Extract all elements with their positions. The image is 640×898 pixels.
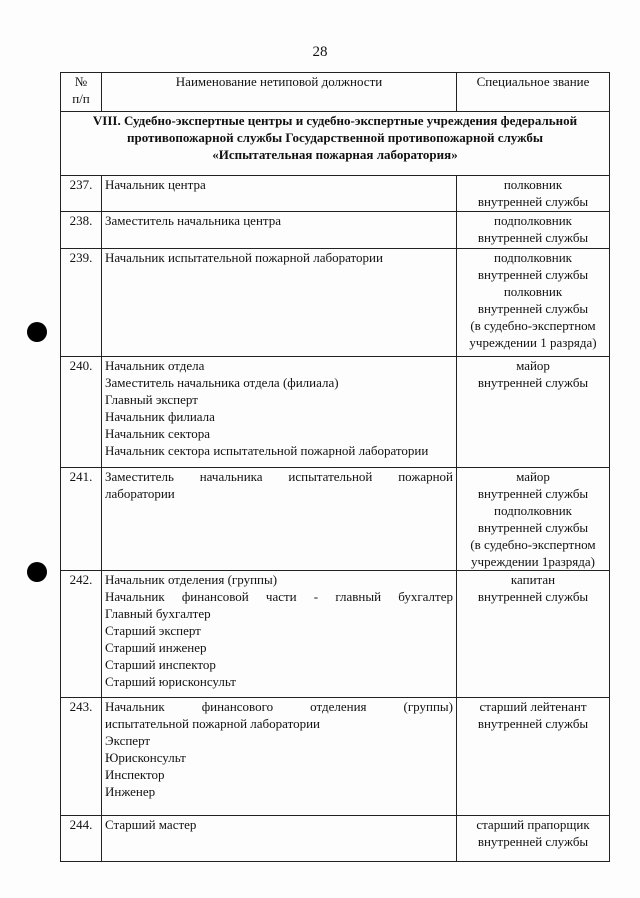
table-row (61, 571, 610, 698)
rank-cell: майор внутренней службы (457, 357, 610, 468)
table-row (61, 249, 610, 357)
table-row (61, 176, 610, 212)
position-cell: Начальник отделения (группы) Начальник финансовой части - главный бухгалтер Главный бухгалтер Старший эксперт Старший инженер Старший инспектор Старший юрисконсульт (102, 571, 457, 698)
punch-hole-upper (27, 322, 47, 342)
table-header-row (61, 73, 610, 112)
header-num: № п/п (61, 73, 102, 112)
rank-cell: старший прапорщик внутренней службы (457, 816, 610, 862)
position-cell: Начальник финансового отделения (группы) испытательной пожарной лаборатории Эксперт Юрисконсульт Инспектор Инженер (102, 698, 457, 816)
table-row (61, 468, 610, 571)
rank-cell: майор внутренней службы подполковник внутренней службы (в судебно-экспертном учреждении 1разряда) (457, 468, 610, 571)
rank-cell: подполковник внутренней службы полковник внутренней службы (в судебно-экспертном учреждении 1 разряда) (457, 249, 610, 357)
punch-hole-lower (27, 562, 47, 582)
section-heading: VIII. Судебно-экспертные центры и судебно-экспертные учреждения федеральной противопожарной службы Государственной противопожарной службы «Испытательная пожарная лаборатория» (61, 112, 610, 176)
row-number: 240. (61, 357, 102, 468)
position-cell: Начальник центра (102, 176, 457, 212)
rank-cell: полковник внутренней службы (457, 176, 610, 212)
row-number: 238. (61, 212, 102, 249)
page-number: 28 (312, 44, 328, 60)
table-row (61, 816, 610, 862)
section-heading-row (61, 112, 610, 176)
row-number: 237. (61, 176, 102, 212)
rank-cell: старший лейтенант внутренней службы (457, 698, 610, 816)
position-cell: Старший мастер (102, 816, 457, 862)
table-row (61, 212, 610, 249)
position-cell: Начальник отдела Заместитель начальника отдела (филиала) Главный эксперт Начальник филиала Начальник сектора Начальник сектора испытательной пожарной лаборатории (102, 357, 457, 468)
rank-cell: подполковник внутренней службы (457, 212, 610, 249)
header-position: Наименование нетиповой должности (102, 73, 457, 112)
table-row (61, 357, 610, 468)
positions-table (60, 72, 610, 862)
table-row (61, 698, 610, 816)
rank-cell: капитан внутренней службы (457, 571, 610, 698)
position-cell: Начальник испытательной пожарной лаборатории (102, 249, 457, 357)
row-number: 241. (61, 468, 102, 571)
header-rank: Специальное звание (457, 73, 610, 112)
row-number: 239. (61, 249, 102, 357)
position-cell: Заместитель начальника центра (102, 212, 457, 249)
position-cell: Заместитель начальника испытательной пожарной лаборатории (102, 468, 457, 571)
row-number: 244. (61, 816, 102, 862)
row-number: 242. (61, 571, 102, 698)
row-number: 243. (61, 698, 102, 816)
